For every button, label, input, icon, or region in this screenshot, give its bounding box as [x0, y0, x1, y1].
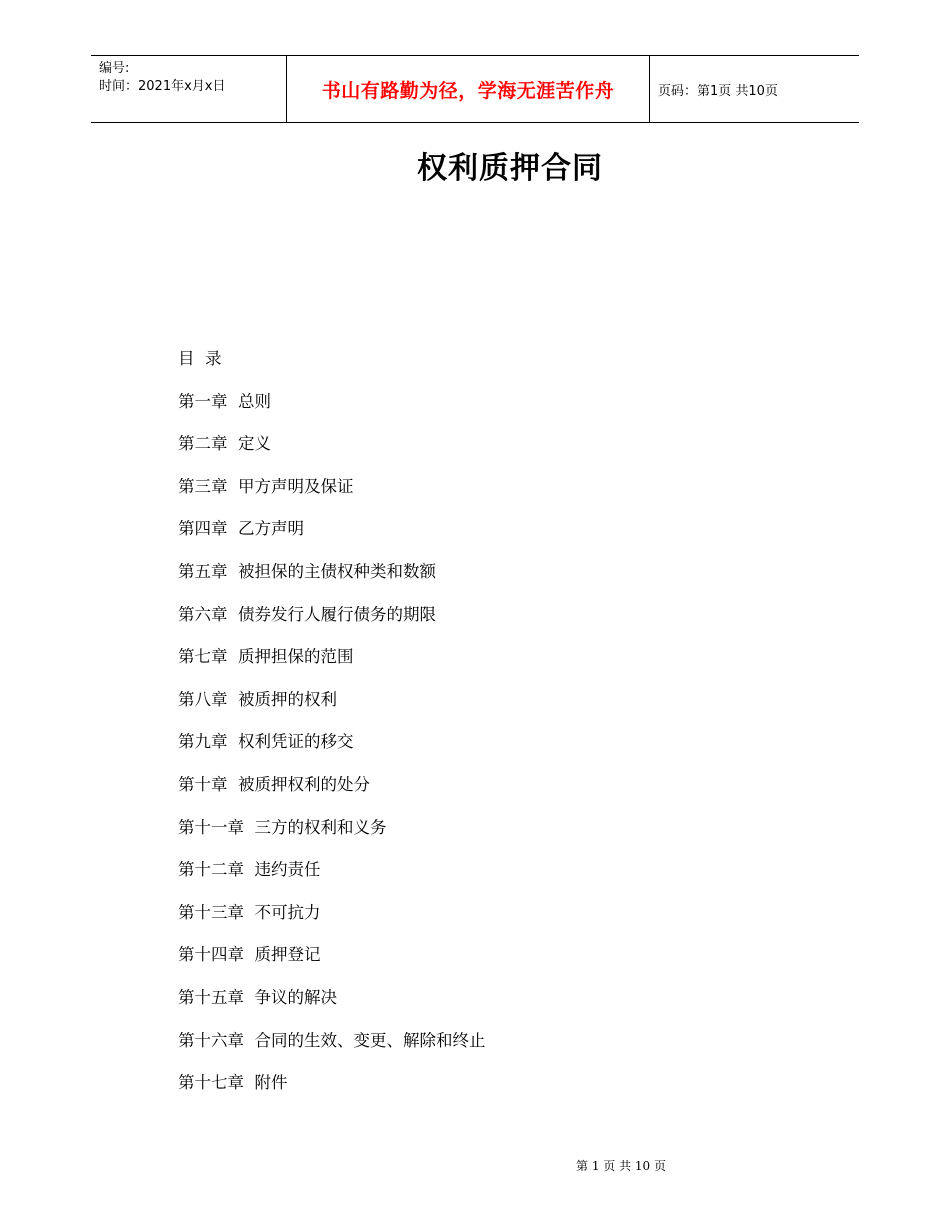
toc-item[interactable]: 第十七章 附件	[178, 1073, 288, 1093]
toc-item[interactable]: 第八章 被质押的权利	[178, 689, 337, 709]
number-label: 编号:	[99, 61, 130, 76]
toc-item[interactable]: 第十四章 质押登记	[178, 945, 321, 965]
header-meta	[91, 56, 287, 122]
document-title: 权利质押合同	[417, 151, 603, 186]
toc-item[interactable]: 第十二章 违约责任	[178, 860, 321, 880]
time-label: 时间：2021年x月x日	[99, 79, 226, 94]
toc-item[interactable]: 第九章 权利凭证的移交	[178, 732, 354, 752]
toc-item[interactable]: 第六章 债券发行人履行债务的期限	[178, 604, 436, 624]
toc-item[interactable]: 第十五章 争议的解决	[178, 987, 337, 1007]
header-motto: 书山有路勤为径，学海无涯苦作舟	[287, 56, 650, 122]
toc-item[interactable]: 第四章 乙方声明	[178, 519, 304, 539]
header-page-label: 页码：第1页 共10页	[658, 83, 778, 99]
toc-item[interactable]: 第二章 定义	[178, 434, 271, 454]
toc-item[interactable]: 第五章 被担保的主债权种类和数额	[178, 561, 436, 581]
toc-item[interactable]: 第十三章 不可抗力	[178, 902, 321, 922]
page-footer: 第 1 页 共 10 页	[576, 1159, 666, 1173]
document-header	[91, 55, 859, 123]
toc-item[interactable]: 第三章 甲方声明及保证	[178, 476, 354, 496]
table-of-contents	[178, 345, 486, 1112]
toc-item[interactable]: 第十一章 三方的权利和义务	[178, 817, 387, 837]
toc-item[interactable]: 第一章 总则	[178, 391, 271, 411]
toc-heading: 目 录	[178, 349, 222, 368]
toc-item[interactable]: 第十章 被质押权利的处分	[178, 774, 370, 794]
toc-item[interactable]: 第七章 质押担保的范围	[178, 647, 354, 667]
toc-item[interactable]: 第十六章 合同的生效、变更、解除和终止	[178, 1030, 486, 1050]
